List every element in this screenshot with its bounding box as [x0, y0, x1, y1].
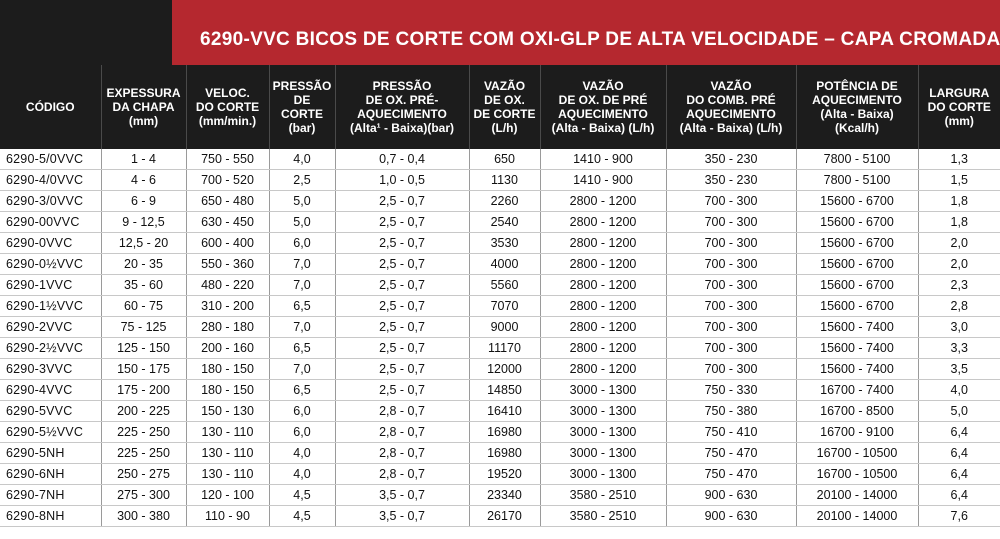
table-cell: 16700 - 10500: [796, 443, 918, 464]
table-cell: 6,0: [269, 233, 335, 254]
table-cell: 225 - 250: [101, 422, 186, 443]
table-cell: 16980: [469, 422, 540, 443]
table-cell: 2800 - 1200: [540, 317, 666, 338]
table-cell: 300 - 380: [101, 506, 186, 527]
table-cell: 7,0: [269, 317, 335, 338]
table-cell: 650: [469, 149, 540, 170]
table-row: [0, 233, 1000, 254]
table-cell: 7,0: [269, 359, 335, 380]
table-cell: 7,0: [269, 254, 335, 275]
code-cell: 6290-8NH: [0, 506, 101, 527]
table-cell: 2,8 - 0,7: [335, 422, 469, 443]
table-row: [0, 317, 1000, 338]
table-cell: 700 - 300: [666, 317, 796, 338]
column-header-line: (mm/min.): [198, 114, 257, 128]
column-header-line: DO CORTE: [927, 100, 991, 114]
title-band: [172, 0, 1000, 65]
table-cell: 2260: [469, 191, 540, 212]
table-cell: 2800 - 1200: [540, 212, 666, 233]
table-cell: 2800 - 1200: [540, 359, 666, 380]
table-cell: 75 - 125: [101, 317, 186, 338]
table-cell: 4,0: [269, 464, 335, 485]
table-row: [0, 212, 1000, 233]
column-header-line: PRESSÃO: [272, 79, 332, 93]
title-bar: [0, 0, 1000, 65]
table-cell: 4,0: [269, 149, 335, 170]
table-cell: 2,5 - 0,7: [335, 212, 469, 233]
table-cell: 125 - 150: [101, 338, 186, 359]
table-cell: 23340: [469, 485, 540, 506]
column-header-line: POTÊNCIA DE: [816, 79, 898, 93]
table-cell: 11170: [469, 338, 540, 359]
table-cell: 2,5 - 0,7: [335, 275, 469, 296]
table-cell: 2,5 - 0,7: [335, 317, 469, 338]
table-cell: 3,5 - 0,7: [335, 506, 469, 527]
table-cell: 2540: [469, 212, 540, 233]
table-cell: 350 - 230: [666, 149, 796, 170]
table-cell: 7800 - 5100: [796, 170, 918, 191]
table-row: [0, 506, 1000, 527]
table-cell: 700 - 300: [666, 191, 796, 212]
table-cell: 19520: [469, 464, 540, 485]
table-cell: 2,5 - 0,7: [335, 191, 469, 212]
code-cell: 6290-2VVC: [0, 317, 101, 338]
table-cell: 750 - 330: [666, 380, 796, 401]
table-cell: 6,0: [269, 422, 335, 443]
table-cell: 175 - 200: [101, 380, 186, 401]
table-cell: 15600 - 7400: [796, 359, 918, 380]
table-row: [0, 443, 1000, 464]
table-cell: 5560: [469, 275, 540, 296]
table-cell: 700 - 300: [666, 338, 796, 359]
table-cell: 4,0: [269, 443, 335, 464]
table-cell: 350 - 230: [666, 170, 796, 191]
table-cell: 3000 - 1300: [540, 464, 666, 485]
table-cell: 650 - 480: [186, 191, 269, 212]
table-cell: 275 - 300: [101, 485, 186, 506]
table-cell: 4000: [469, 254, 540, 275]
column-header-line: (bar): [288, 121, 316, 135]
table-cell: 3580 - 2510: [540, 506, 666, 527]
column-header-line: CÓDIGO: [25, 100, 75, 114]
table-cell: 15600 - 7400: [796, 317, 918, 338]
column-header-line: DE OX.: [484, 93, 525, 107]
column-header: [666, 65, 796, 149]
column-header-line: VELOC.: [205, 86, 250, 100]
table-cell: 15600 - 6700: [796, 233, 918, 254]
column-header-line: (Kcal/h): [834, 121, 879, 135]
table-cell: 15600 - 6700: [796, 296, 918, 317]
table-cell: 1,8: [918, 212, 1000, 233]
table-row: [0, 464, 1000, 485]
column-header-line: (L/h): [491, 121, 518, 135]
table-cell: 6,4: [918, 485, 1000, 506]
table-cell: 600 - 400: [186, 233, 269, 254]
table-cell: 5,0: [269, 212, 335, 233]
table-cell: 700 - 300: [666, 275, 796, 296]
table-body: [0, 149, 1000, 527]
page-title: 6290-VVC BICOS DE CORTE COM OXI-GLP DE ALTA VELOCIDADE – CAPA CROMADA: [200, 29, 1000, 50]
table-cell: 4,5: [269, 485, 335, 506]
table-cell: 700 - 300: [666, 254, 796, 275]
table-cell: 7070: [469, 296, 540, 317]
code-cell: 6290-5/0VVC: [0, 149, 101, 170]
column-header-line: DE OX. PRÉ-: [365, 93, 439, 107]
table-row: [0, 191, 1000, 212]
code-cell: 6290-2½VVC: [0, 338, 101, 359]
table-cell: 4,5: [269, 506, 335, 527]
table-row: [0, 485, 1000, 506]
table-cell: 7,0: [269, 275, 335, 296]
table-cell: 16700 - 7400: [796, 380, 918, 401]
column-header-line: DO COMB. PRÉ: [686, 93, 776, 107]
table-cell: 2800 - 1200: [540, 254, 666, 275]
table-cell: 3000 - 1300: [540, 443, 666, 464]
table-cell: 3530: [469, 233, 540, 254]
table-cell: 2800 - 1200: [540, 191, 666, 212]
table-row: [0, 359, 1000, 380]
table-cell: 750 - 550: [186, 149, 269, 170]
table-cell: 16980: [469, 443, 540, 464]
table-cell: 15600 - 6700: [796, 212, 918, 233]
column-header: [269, 65, 335, 149]
table-cell: 2,5 - 0,7: [335, 338, 469, 359]
table-cell: 1 - 4: [101, 149, 186, 170]
table-cell: 225 - 250: [101, 443, 186, 464]
table-row: [0, 275, 1000, 296]
table-cell: 3,0: [918, 317, 1000, 338]
table-cell: 12000: [469, 359, 540, 380]
column-header-line: (mm): [944, 114, 974, 128]
column-header-line: AQUECIMENTO: [558, 107, 648, 121]
table-cell: 180 - 150: [186, 380, 269, 401]
table-cell: 750 - 470: [666, 443, 796, 464]
table-cell: 9 - 12,5: [101, 212, 186, 233]
table-header: [0, 65, 1000, 149]
table-cell: 2,5: [269, 170, 335, 191]
table-cell: 1,0 - 0,5: [335, 170, 469, 191]
table-cell: 750 - 410: [666, 422, 796, 443]
table-row: [0, 401, 1000, 422]
code-cell: 6290-1VVC: [0, 275, 101, 296]
column-header-line: DE CORTE: [281, 93, 323, 121]
table-cell: 900 - 630: [666, 485, 796, 506]
column-header: [540, 65, 666, 149]
table-cell: 4,0: [918, 380, 1000, 401]
table-cell: 6,5: [269, 296, 335, 317]
column-header-line: VAZÃO: [710, 79, 752, 93]
table-cell: 130 - 110: [186, 422, 269, 443]
table-cell: 20100 - 14000: [796, 485, 918, 506]
table-cell: 750 - 470: [666, 464, 796, 485]
table-cell: 15600 - 6700: [796, 254, 918, 275]
table-cell: 2,5 - 0,7: [335, 296, 469, 317]
table-cell: 700 - 300: [666, 233, 796, 254]
table-cell: 3,5 - 0,7: [335, 485, 469, 506]
code-cell: 6290-0½VVC: [0, 254, 101, 275]
table-cell: 700 - 300: [666, 359, 796, 380]
header-row: [0, 65, 1000, 149]
table-cell: 2800 - 1200: [540, 338, 666, 359]
column-header-line: AQUECIMENTO: [686, 107, 776, 121]
column-header-line: VAZÃO: [483, 79, 526, 93]
table-cell: 3000 - 1300: [540, 422, 666, 443]
column-header-line: LARGURA: [929, 86, 990, 100]
table-cell: 1410 - 900: [540, 149, 666, 170]
table-cell: 3000 - 1300: [540, 380, 666, 401]
table-cell: 200 - 160: [186, 338, 269, 359]
spec-table: [0, 65, 1000, 527]
code-cell: 6290-4VVC: [0, 380, 101, 401]
column-header: [101, 65, 186, 149]
table-cell: 6,4: [918, 422, 1000, 443]
table-cell: 9000: [469, 317, 540, 338]
table-cell: 16410: [469, 401, 540, 422]
table-cell: 630 - 450: [186, 212, 269, 233]
table-row: [0, 338, 1000, 359]
table-cell: 2800 - 1200: [540, 296, 666, 317]
table-row: [0, 149, 1000, 170]
table-cell: 16700 - 9100: [796, 422, 918, 443]
table-cell: 12,5 - 20: [101, 233, 186, 254]
table-cell: 130 - 110: [186, 464, 269, 485]
table-cell: 16700 - 8500: [796, 401, 918, 422]
table-cell: 6,4: [918, 464, 1000, 485]
table-cell: 700 - 300: [666, 296, 796, 317]
column-header-line: EXPESSURA: [106, 86, 181, 100]
table-cell: 6 - 9: [101, 191, 186, 212]
column-header-line: (Alta - Baixa) (L/h): [551, 121, 655, 135]
table-cell: 120 - 100: [186, 485, 269, 506]
table-cell: 2,0: [918, 233, 1000, 254]
table-row: [0, 296, 1000, 317]
column-header-line: (Alta - Baixa): [820, 107, 894, 121]
column-header-line: VAZÃO: [582, 79, 624, 93]
table-cell: 1,3: [918, 149, 1000, 170]
column-header-line: DA CHAPA: [112, 100, 175, 114]
table-cell: 3000 - 1300: [540, 401, 666, 422]
table-cell: 16700 - 10500: [796, 464, 918, 485]
table-cell: 20100 - 14000: [796, 506, 918, 527]
table-row: [0, 422, 1000, 443]
column-header: [796, 65, 918, 149]
table-cell: 700 - 300: [666, 212, 796, 233]
table-cell: 900 - 630: [666, 506, 796, 527]
table-cell: 4 - 6: [101, 170, 186, 191]
table-cell: 2,5 - 0,7: [335, 380, 469, 401]
column-header: [0, 65, 101, 149]
table-cell: 1410 - 900: [540, 170, 666, 191]
code-cell: 6290-0VVC: [0, 233, 101, 254]
table-cell: 250 - 275: [101, 464, 186, 485]
table-cell: 3,3: [918, 338, 1000, 359]
table-cell: 2,8 - 0,7: [335, 401, 469, 422]
table-cell: 7,6: [918, 506, 1000, 527]
table-cell: 5,0: [918, 401, 1000, 422]
table-cell: 180 - 150: [186, 359, 269, 380]
code-cell: 6290-6NH: [0, 464, 101, 485]
table-cell: 1,8: [918, 191, 1000, 212]
column-header: [335, 65, 469, 149]
table-cell: 130 - 110: [186, 443, 269, 464]
table-cell: 60 - 75: [101, 296, 186, 317]
code-cell: 6290-3VVC: [0, 359, 101, 380]
column-header-line: (Alta - Baixa) (L/h): [679, 121, 783, 135]
table-cell: 2,8 - 0,7: [335, 464, 469, 485]
column-header: [469, 65, 540, 149]
table-cell: 2,5 - 0,7: [335, 233, 469, 254]
table-cell: 20 - 35: [101, 254, 186, 275]
table-cell: 750 - 380: [666, 401, 796, 422]
column-header-line: DE OX. DE PRÉ: [558, 93, 648, 107]
code-cell: 6290-3/0VVC: [0, 191, 101, 212]
column-header-line: (mm): [128, 114, 159, 128]
code-cell: 6290-7NH: [0, 485, 101, 506]
table-cell: 2800 - 1200: [540, 275, 666, 296]
table-cell: 2,8 - 0,7: [335, 443, 469, 464]
table-cell: 6,5: [269, 380, 335, 401]
code-cell: 6290-5VVC: [0, 401, 101, 422]
code-cell: 6290-5NH: [0, 443, 101, 464]
table-cell: 5,0: [269, 191, 335, 212]
table-cell: 200 - 225: [101, 401, 186, 422]
table-cell: 3,5: [918, 359, 1000, 380]
table-cell: 3580 - 2510: [540, 485, 666, 506]
table-cell: 2,5 - 0,7: [335, 359, 469, 380]
table-cell: 15600 - 6700: [796, 275, 918, 296]
code-cell: 6290-5½VVC: [0, 422, 101, 443]
code-cell: 6290-4/0VVC: [0, 170, 101, 191]
table-cell: 35 - 60: [101, 275, 186, 296]
column-header-line: (Alta¹ - Baixa)(bar): [349, 121, 454, 135]
column-header-line: PRESSÃO: [372, 79, 432, 93]
code-cell: 6290-1½VVC: [0, 296, 101, 317]
table-cell: 310 - 200: [186, 296, 269, 317]
table-cell: 2,8: [918, 296, 1000, 317]
table-cell: 550 - 360: [186, 254, 269, 275]
table-cell: 1130: [469, 170, 540, 191]
table-cell: 150 - 175: [101, 359, 186, 380]
table-cell: 14850: [469, 380, 540, 401]
table-row: [0, 254, 1000, 275]
table-cell: 150 - 130: [186, 401, 269, 422]
table-cell: 7800 - 5100: [796, 149, 918, 170]
column-header: [186, 65, 269, 149]
table-cell: 15600 - 6700: [796, 191, 918, 212]
table-cell: 15600 - 7400: [796, 338, 918, 359]
column-header-line: DE CORTE: [473, 107, 536, 121]
column-header-line: AQUECIMENTO: [812, 93, 902, 107]
table-cell: 2,0: [918, 254, 1000, 275]
code-cell: 6290-00VVC: [0, 212, 101, 233]
table-cell: 1,5: [918, 170, 1000, 191]
column-header-line: AQUECIMENTO: [357, 107, 447, 121]
column-header-line: DO CORTE: [195, 100, 260, 114]
table-cell: 6,0: [269, 401, 335, 422]
table-cell: 6,5: [269, 338, 335, 359]
table-cell: 6,4: [918, 443, 1000, 464]
table-cell: 480 - 220: [186, 275, 269, 296]
table-cell: 280 - 180: [186, 317, 269, 338]
table-cell: 2,3: [918, 275, 1000, 296]
table-row: [0, 170, 1000, 191]
table-cell: 2,5 - 0,7: [335, 254, 469, 275]
table-cell: 0,7 - 0,4: [335, 149, 469, 170]
table-row: [0, 380, 1000, 401]
table-cell: 700 - 520: [186, 170, 269, 191]
table-cell: 110 - 90: [186, 506, 269, 527]
table-cell: 26170: [469, 506, 540, 527]
column-header: [918, 65, 1000, 149]
table-cell: 2800 - 1200: [540, 233, 666, 254]
